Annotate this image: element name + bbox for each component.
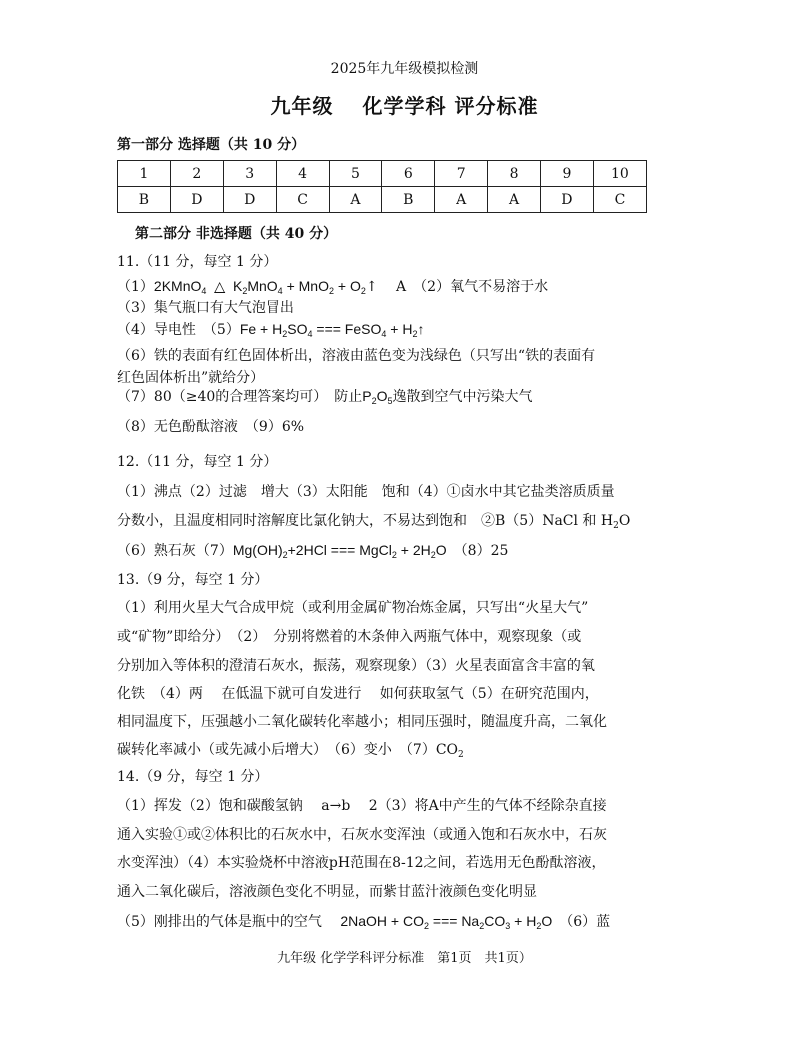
q14-heading: 14.（9 分，每空 1 分） [117,769,269,785]
exam-name: 2025年九年级模拟检测 [330,61,479,77]
q11-heading: 11.（11 分，每空 1 分） [117,254,278,270]
text: （4）导电性 （5） [117,322,240,338]
text: ↑ [417,321,425,337]
page-title: 九年级 化学学科 评分标准 [270,94,539,118]
q13-line-5: 相同温度下，压强越小二氧化碳转化率越小；相同压强时，随温度升高，二氧化 [117,714,607,730]
subscript: 4 [307,329,313,339]
table-cell: A [435,187,488,213]
q12-line-1: （1）沸点（2）过滤 增大（3）太阳能 饱和（4）①卤水中其它盐类溶质质量 [117,484,615,500]
subscript: 2 [282,550,288,560]
text: O [376,388,388,404]
table-cell: 2 [170,161,223,187]
subscript: 2 [430,550,436,560]
q13-heading: 13.（9 分，每空 1 分） [117,572,269,588]
text: +2HCl === MgCl [287,542,392,558]
subscript: 2 [282,329,288,339]
part1-heading: 第一部分 选择题（共 10 分） [117,137,306,153]
text: O [618,513,631,529]
q14-line-4: 通入二氧化碳后，溶液颜色变化不明显，而紫甘蓝汁液颜色变化明显 [117,884,537,900]
subscript: 2 [391,550,397,560]
table-cell: 7 [435,161,488,187]
text: 2KMnO [153,278,202,294]
text: ↑ A （2）氧气不易溶于水 [365,279,549,295]
text: 2NaOH + CO [340,913,424,929]
q11-line-5: 红色固体析出”就给分） [117,370,265,386]
text: K [232,278,243,294]
text: （6）蓝 [552,914,611,930]
text: 分数小，且温度相同时溶解度比氯化钠大，不易达到饱和 ②B（5）NaCl 和 H [117,513,614,529]
text: （7）80（≥40的合理答案均可） 防止 [117,389,363,405]
text: + H [510,913,537,929]
table-cell: B [118,187,171,213]
q12-line-2 [117,512,630,530]
text: 碳转化率减小（或先减小后增大） （6）变小 （7）CO [117,742,459,758]
subscript: 2 [458,750,464,760]
subscript: 4 [201,286,207,296]
q11-line-7: （8）无色酚酞溶液 （9）6% [117,419,305,435]
q14-line-5 [117,912,610,931]
table-cell: A [488,187,541,213]
subscript: 2 [371,396,377,406]
table-cell: D [540,187,593,213]
q11-line-6 [117,387,533,406]
q11-line-3 [117,320,424,339]
text: CO [484,913,506,929]
text: O [541,913,553,929]
equation-mgoh2 [233,542,447,558]
text: （6）熟石灰（7） [117,543,233,559]
table-cell: 5 [329,161,382,187]
text: MnO [247,278,278,294]
q13-line-4: 化铁 （4）两 在低温下就可自发进行 如何获取氢气（5）在研究范围内， [117,686,599,702]
part2-heading: 第二部分 非选择题（共 40 分） [135,226,338,242]
q11-line-1 [117,277,548,296]
text: SO [287,321,308,337]
text: 逸散到空气中污染大气 [392,389,533,405]
subscript: 4 [277,286,283,296]
text: （5）刚排出的气体是瓶中的空气 [117,914,341,930]
answer-row [118,187,647,213]
text: + MnO [282,278,329,294]
q13-line-1: （1）利用火星大气合成甲烷（或利用金属矿物冶炼金属，只写出“火星大气” [117,600,589,616]
subscript: 2 [479,921,485,931]
subscript: 2 [328,286,334,296]
q14-line-1: （1）挥发（2）饱和碳酸氢钠 a→b 2（3）将A中产生的气体不经除杂直接 [117,798,607,814]
heat-symbol: △ [214,278,226,294]
text: + 2H [396,542,431,558]
subscript: 3 [505,921,511,931]
text: Mg(OH) [232,542,283,558]
q14-line-2: 通入实验①或②体积比的石灰水中，石灰水变浑浊（或通入饱和石灰水中，石灰 [117,827,607,843]
equation-naoh [340,913,552,929]
q11-line-2: （3）集气瓶口有大气泡冒出 [117,300,294,316]
q12-line-3 [117,541,508,560]
table-cell: 1 [118,161,171,187]
table-cell: 9 [540,161,593,187]
text: === FeSO [312,321,382,337]
q13-line-2: 或“矿物”即给分） （2） 分别将燃着的木条伸入两瓶气体中，观察现象（或 [117,629,582,645]
table-cell: C [593,187,646,213]
table-cell: 4 [276,161,329,187]
table-cell: D [170,187,223,213]
table-cell: D [223,187,276,213]
table-cell: 6 [382,161,435,187]
q12-heading: 12.（11 分，每空 1 分） [117,454,278,470]
table-cell: B [382,187,435,213]
text: O [435,542,447,558]
subscript: 2 [412,329,418,339]
subscript: 2 [536,921,542,931]
subscript: 4 [381,329,387,339]
equation-kmno4 [154,278,366,294]
subscript: 5 [387,396,393,406]
question-number-row [118,161,647,187]
table-cell: 10 [593,161,646,187]
page-footer: 九年级 化学学科评分标准 第1页 共1页） [277,951,532,966]
choice-answer-table [117,160,647,213]
text: Fe + H [239,321,283,337]
subscript: 2 [424,921,430,931]
q13-line-3: 分别加入等体积的澄清石灰水，振荡，观察现象）（3）火星表面富含丰富的氧 [117,658,595,674]
text: （8）25 [446,543,509,559]
subscript: 2 [242,286,248,296]
q14-line-3: 水变浑浊）（4）本实验烧杯中溶液pH范围在8-12之间，若选用无色酚酞溶液， [117,855,606,871]
table-cell: C [276,187,329,213]
q13-line-6 [117,741,464,759]
table-cell: 3 [223,161,276,187]
q11-line-4: （6）铁的表面有红色固体析出，溶液由蓝色变为浅绿色（只写出“铁的表面有 [117,348,596,364]
text: P [362,388,372,404]
text: + H [386,321,413,337]
text: + O [334,278,361,294]
subscript: 2 [613,521,619,531]
table-cell: A [329,187,382,213]
text: === Na [429,913,480,929]
text: （1） [117,279,154,295]
table-cell: 8 [488,161,541,187]
equation-fe [240,321,425,337]
subscript: 2 [360,286,366,296]
